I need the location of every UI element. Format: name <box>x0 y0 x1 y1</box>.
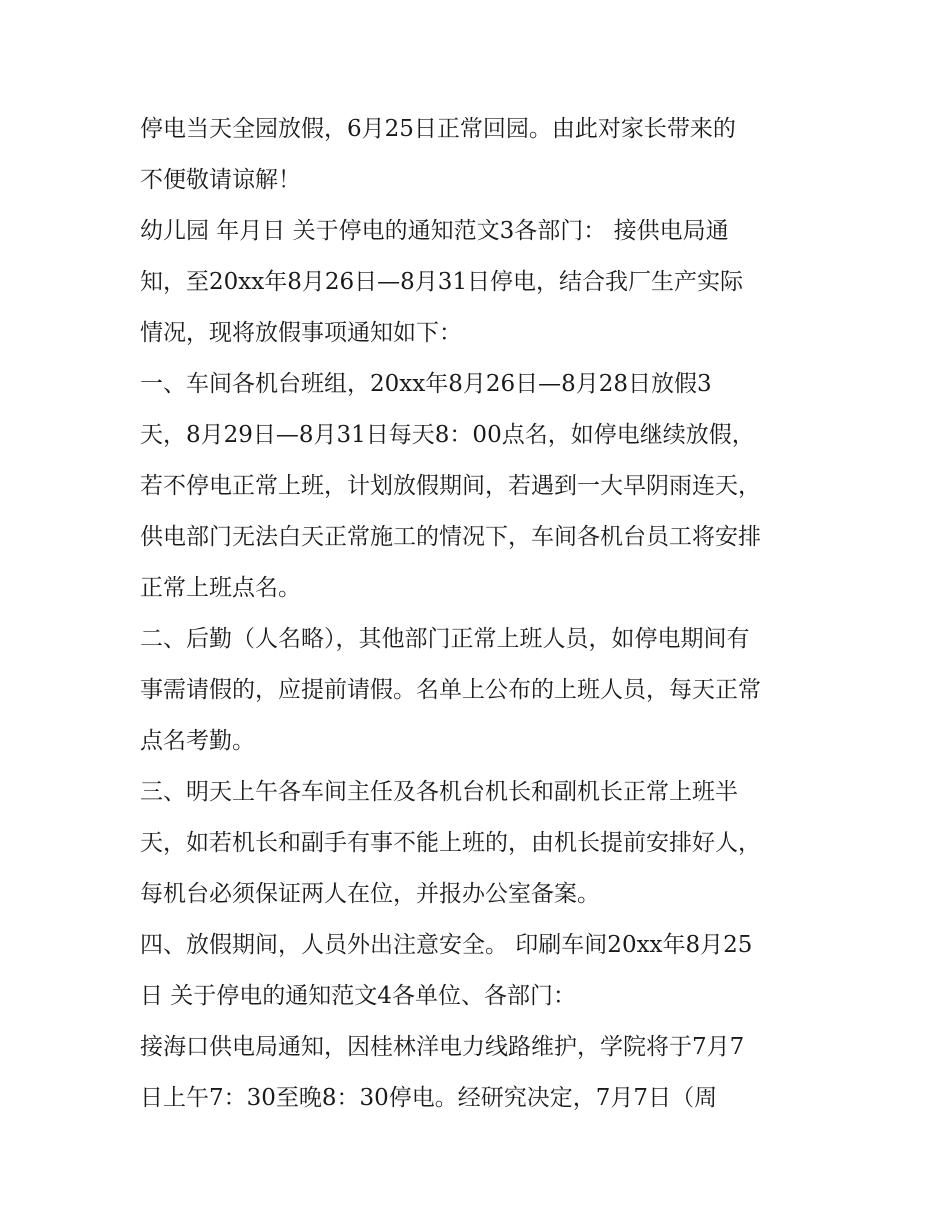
text-line: 幼儿园 年月日 关于停电的通知范文3各部门： 接供电局通 <box>140 218 729 244</box>
text-line: 不便敬请谅解！ <box>140 167 301 193</box>
text-line: 日 关于停电的通知范文4各单位、各部门： <box>140 983 576 1009</box>
text-line: 三、明天上午各车间主任及各机台机长和副机长正常上班半 <box>140 779 738 805</box>
text-line: 正常上班点名。 <box>140 575 301 601</box>
text-line: 日上午7：30至晚8：30停电。经研究决定，7月7日（周 <box>140 1085 718 1111</box>
text-line: 天，8月29日—8月31日每天8：00点名，如停电继续放假， <box>140 422 755 448</box>
text-line: 若不停电正常上班，计划放假期间，若遇到一大早阴雨连天， <box>140 473 761 499</box>
text-line: 四、放假期间，人员外出注意安全。 印刷车间20xx年8月25 <box>140 932 753 958</box>
text-line: 知，至20xx年8月26日—8月31日停电，结合我厂生产实际 <box>140 269 744 295</box>
text-line: 事需请假的，应提前请假。名单上公布的上班人员，每天正常 <box>140 677 761 703</box>
text-line: 点名考勤。 <box>140 728 255 754</box>
text-line: 情况，现将放假事项通知如下： <box>140 320 462 346</box>
text-line: 每机台必须保证两人在位，并报办公室备案。 <box>140 881 600 907</box>
text-line: 二、后勤（人名略），其他部门正常上班人员，如停电期间有 <box>140 626 750 652</box>
text-line: 一、车间各机台班组，20xx年8月26日—8月28日放假3 <box>140 371 712 397</box>
text-line: 停电当天全园放假，6月25日正常回园。由此对家长带来的 <box>140 116 736 142</box>
text-line: 天，如若机长和副手有事不能上班的，由机长提前安排好人， <box>140 830 761 856</box>
text-line: 接海口供电局通知，因桂林洋电力线路维护，学院将于7月7 <box>140 1034 745 1060</box>
text-line: 供电部门无法白天正常施工的情况下，车间各机台员工将安排 <box>140 524 761 550</box>
